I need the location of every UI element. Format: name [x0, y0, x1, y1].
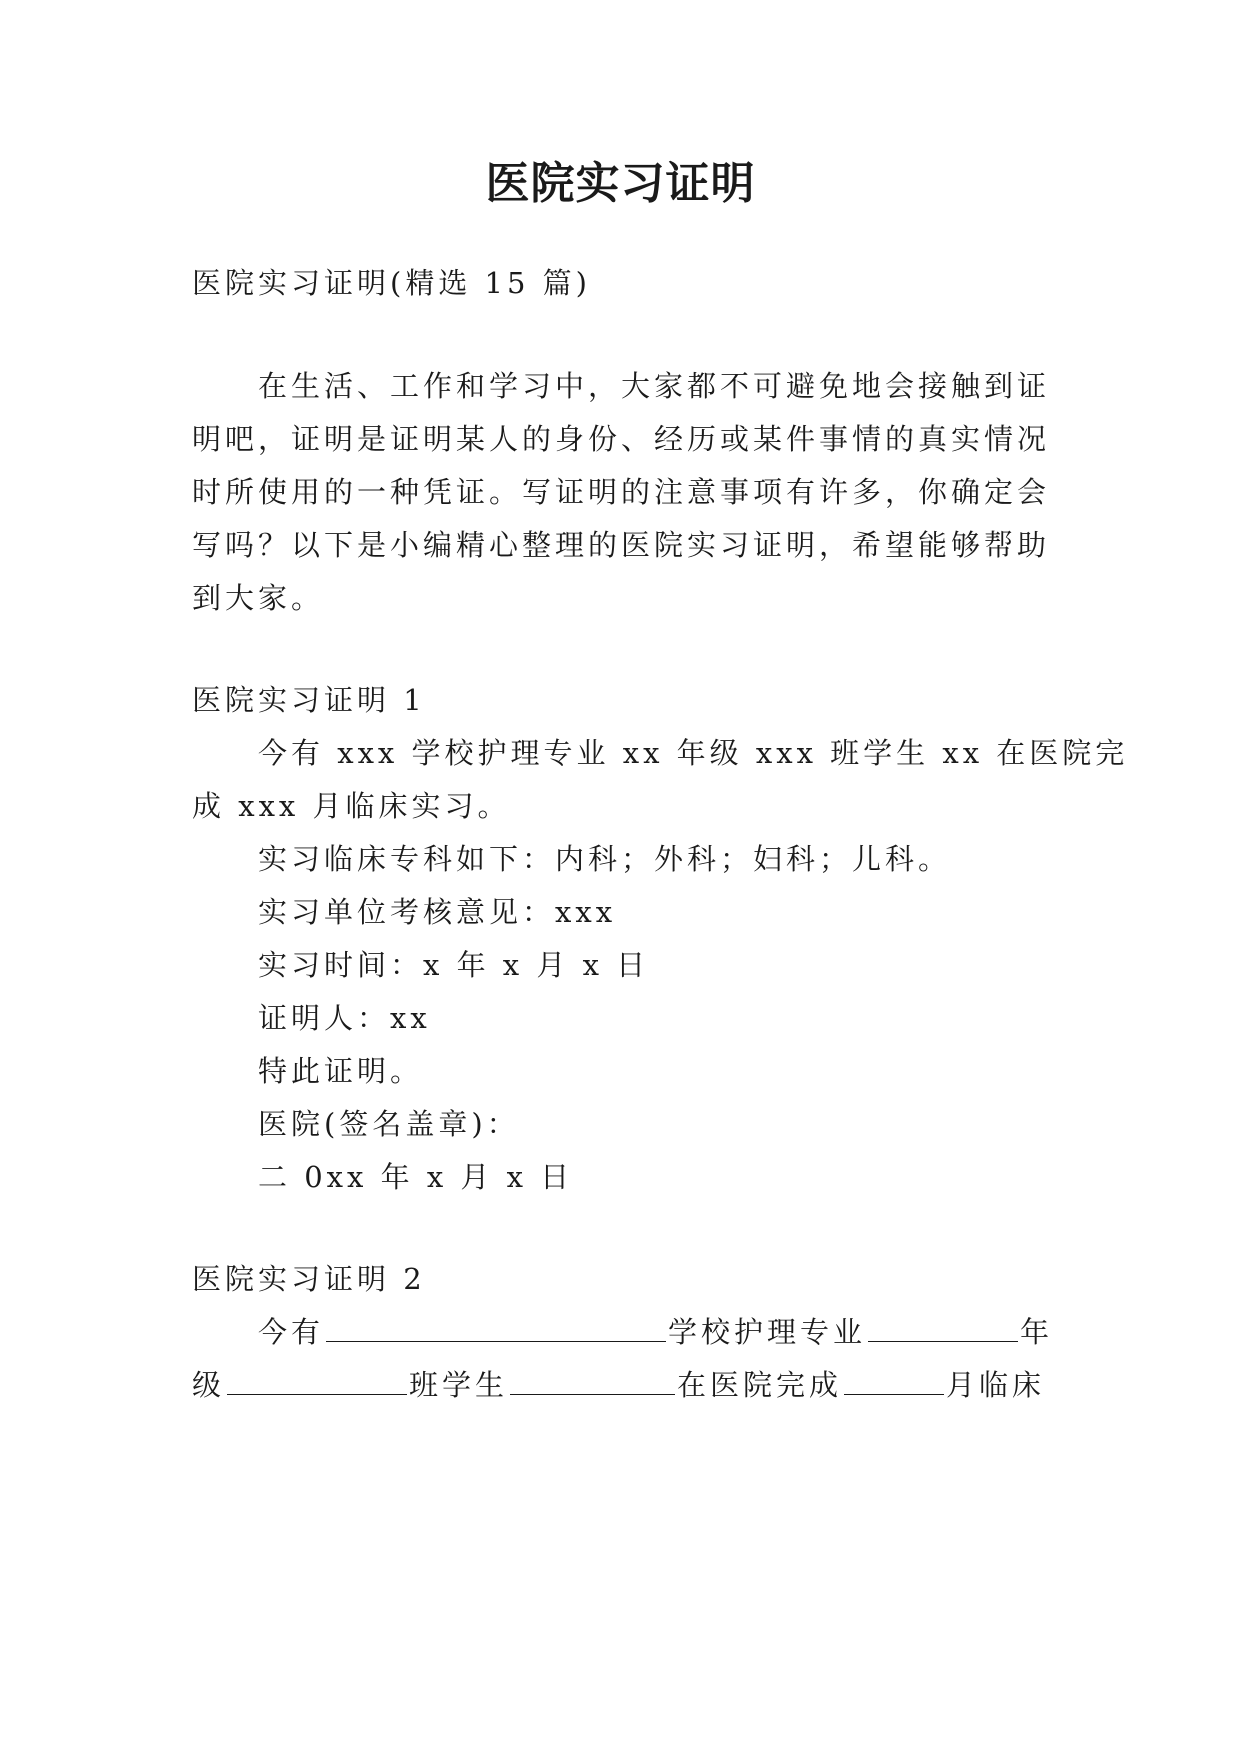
- section1-date: 二 0xx 年 x 月 x 日: [258, 1160, 574, 1194]
- section1-assessment: 实习单位考核意见：xxx: [258, 895, 617, 929]
- section-heading-2: 医院实习证明 2: [192, 1262, 426, 1296]
- section2-text: 在医院完成: [677, 1368, 843, 1402]
- document-subtitle: 医院实习证明(精选 15 篇): [192, 266, 591, 300]
- section2-text: 学校护理专业: [668, 1315, 867, 1349]
- section1-hereby: 特此证明。: [258, 1054, 424, 1088]
- section1-time: 实习时间：x 年 x 月 x 日: [258, 948, 650, 982]
- section1-specialties: 实习临床专科如下：内科；外科；妇科；儿科。: [258, 842, 952, 876]
- fill-blank: [868, 1317, 1018, 1342]
- section2-fill-line: [258, 1312, 1053, 1352]
- fill-blank: [844, 1370, 944, 1395]
- section1-signature: 医院(签名盖章)：: [258, 1107, 520, 1141]
- fill-blank: [227, 1370, 407, 1395]
- section2-text: 年: [1020, 1315, 1054, 1349]
- section2-text: 今有: [258, 1315, 325, 1349]
- fill-blank: [510, 1370, 675, 1395]
- section2-text: 班学生: [409, 1368, 509, 1402]
- intro-line: 在生活、工作和学习中，大家都不可避免地会接触到证: [258, 369, 1051, 403]
- section1-paragraph-line: 今有 xxx 学校护理专业 xx 年级 xxx 班学生 xx 在医院完: [258, 736, 1129, 770]
- section2-text: 月临床: [946, 1368, 1046, 1402]
- intro-line: 时所使用的一种凭证。写证明的注意事项有许多，你确定会: [192, 475, 1051, 509]
- section1-witness: 证明人：xx: [258, 1001, 431, 1035]
- section1-paragraph-line: 成 xxx 月临床实习。: [192, 789, 511, 823]
- intro-line: 到大家。: [192, 581, 325, 615]
- section-heading-1: 医院实习证明 1: [192, 683, 426, 717]
- intro-line: 写吗？以下是小编精心整理的医院实习证明，希望能够帮助: [192, 528, 1051, 562]
- document-title: 医院实习证明: [485, 158, 756, 209]
- intro-line: 明吧，证明是证明某人的身份、经历或某件事情的真实情况: [192, 422, 1051, 456]
- section2-text: 级: [192, 1368, 226, 1402]
- section2-fill-line: [192, 1365, 1045, 1405]
- fill-blank: [326, 1317, 666, 1342]
